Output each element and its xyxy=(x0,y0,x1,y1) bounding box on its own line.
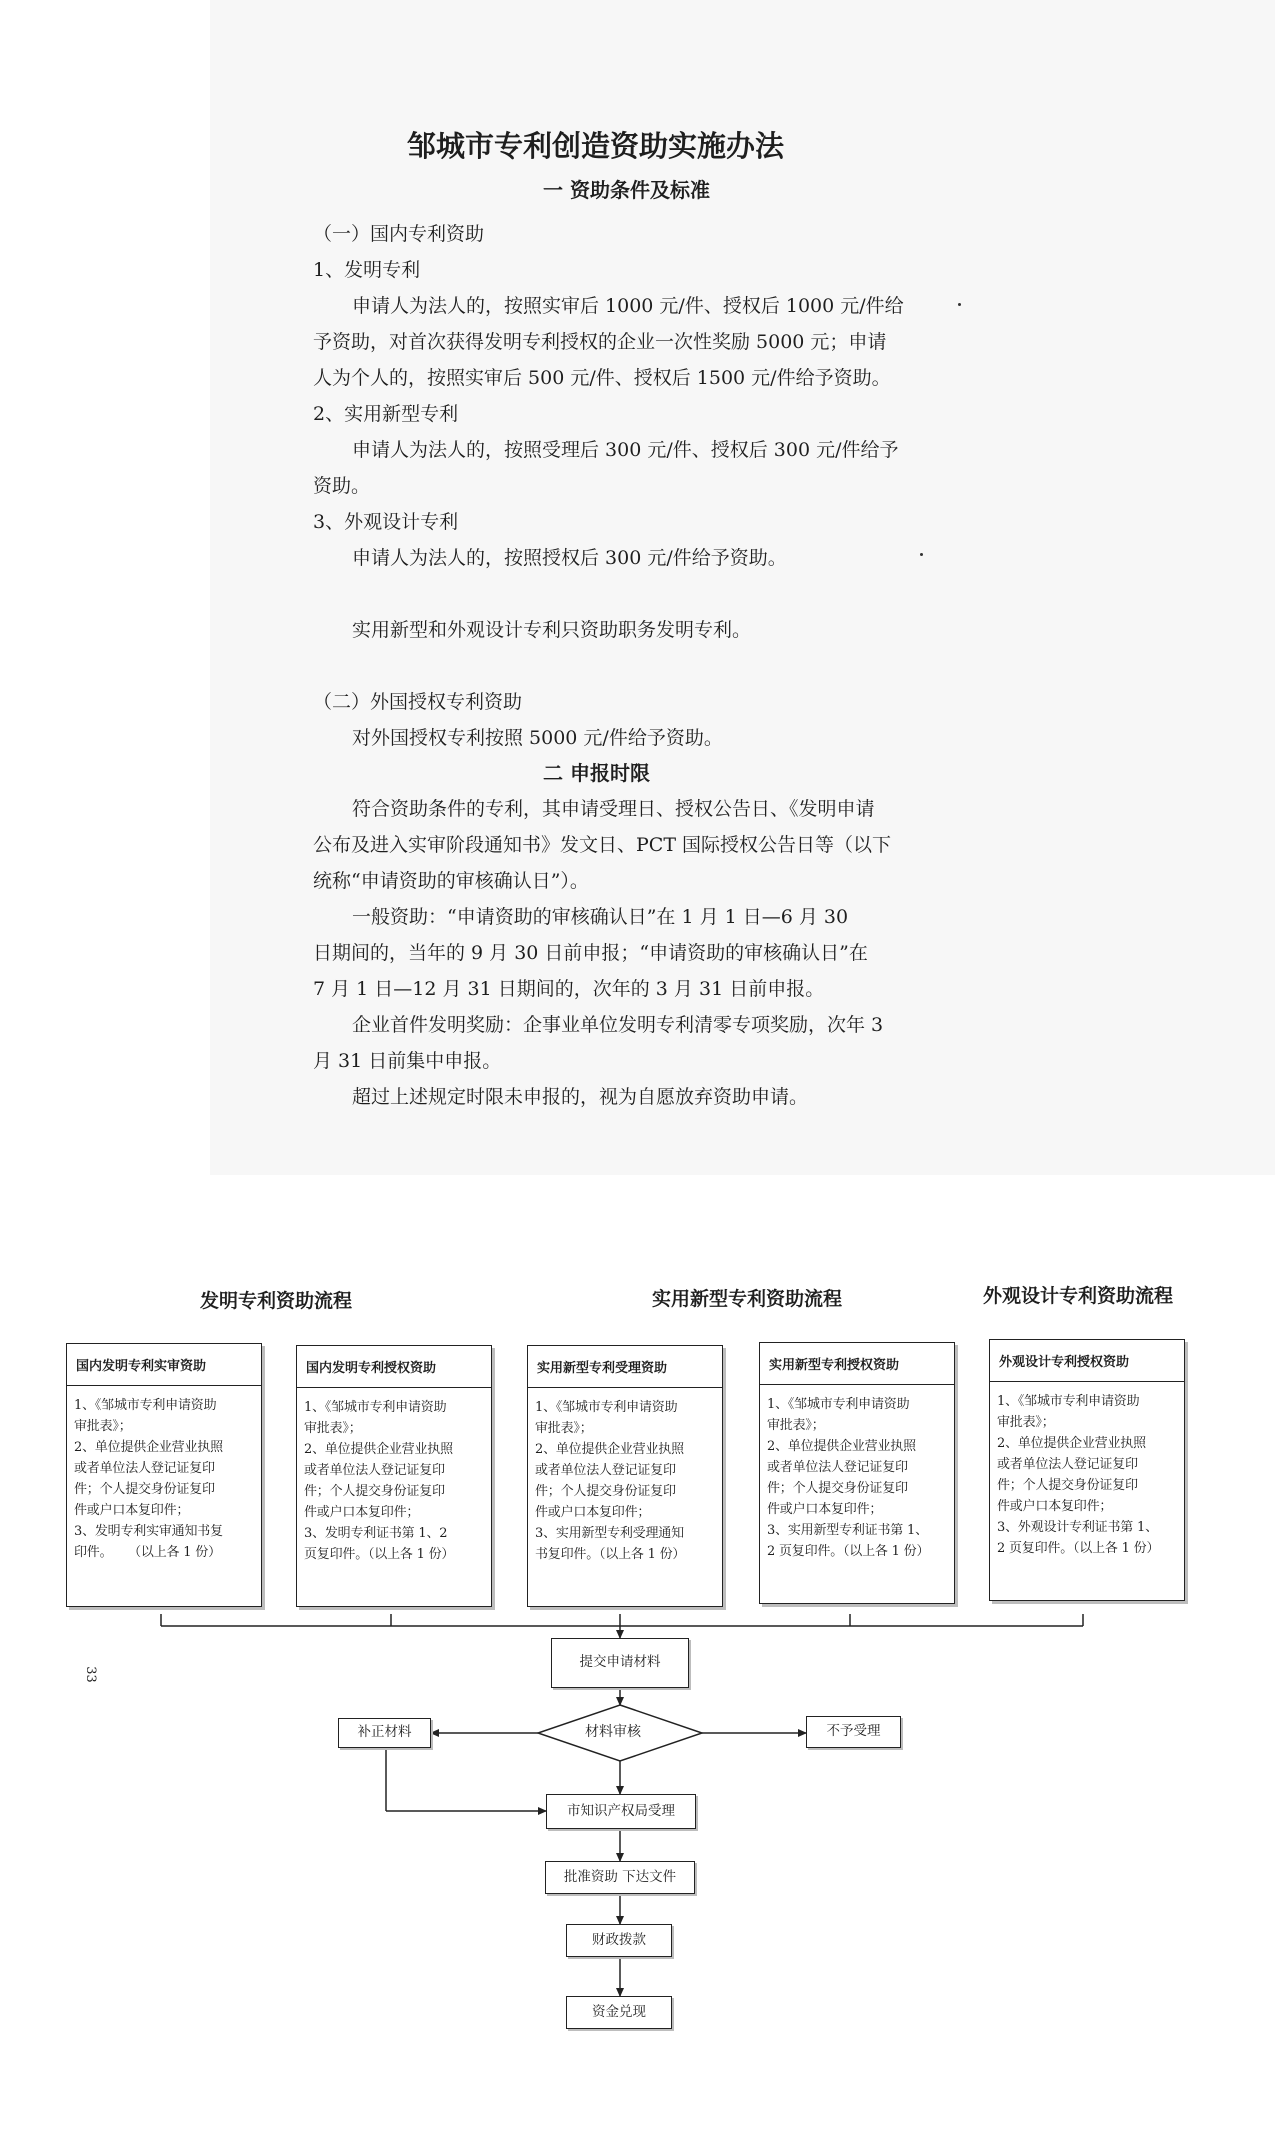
finance-allocation-box: 财政拨款 xyxy=(566,1924,672,1957)
column-title: 外观设计专利授权资助 xyxy=(990,1340,1184,1382)
paragraph-2-line: 一般资助：“申请资助的审核确认日”在 1 月 1 日—6 月 30 xyxy=(352,906,849,928)
column-body: 1、《邹城市专利申请资助 审批表》； 2、单位提供企业营业执照 或者单位法人登记证复印 件；个人提交身份证复印 件或户口本复印件； 3、实用新型专利证书第 1、 2 页复印件。（以上各 1 份） xyxy=(767,1397,930,1559)
column-title: 实用新型专利授权资助 xyxy=(760,1343,954,1385)
submit-materials-box: 提交申请材料 xyxy=(551,1638,689,1688)
subsection-1-heading: （一）国内专利资助 xyxy=(313,223,485,245)
paragraph-1-line: 统称“申请资助的审核确认日”）。 xyxy=(313,870,589,892)
item-3-heading: 3、外观设计专利 xyxy=(313,511,459,533)
paragraph-2-line: 日期间的，当年的 9 月 30 日前申报；“申请资助的审核确认日”在 xyxy=(313,942,868,964)
paragraph-1-line: 公布及进入实审阶段通知书》发文日、PCT 国际授权公告日等（以下 xyxy=(313,834,892,856)
funds-cashout-box: 资金兑现 xyxy=(566,1996,672,2029)
subsection-2-heading: （二）外国授权专利资助 xyxy=(313,691,523,713)
section-1-heading: 一 资助条件及标准 xyxy=(543,178,710,202)
note-line: 实用新型和外观设计专利只资助职务发明专利。 xyxy=(352,619,752,641)
item-1-line: 予资助，对首次获得发明专利授权的企业一次性奖励 5000 元；申请 xyxy=(313,331,887,353)
column-title: 国内发明专利实审资助 xyxy=(67,1344,261,1386)
column-body: 1、《邹城市专利申请资助 审批表》； 2、单位提供企业营业执照 或者单位法人登记证复印 件；个人提交身份证复印 件或户口本复印件； 3、发明专利实审通知书复 印件。 （以上各 1 份） xyxy=(74,1398,223,1560)
paragraph-3-line: 月 31 日前集中申报。 xyxy=(313,1050,502,1072)
requirement-column xyxy=(989,1339,1185,1601)
design-flow-heading: 外观设计专利资助流程 xyxy=(983,1285,1174,1307)
column-body: 1、《邹城市专利申请资助 审批表》； 2、单位提供企业营业执照 或者单位法人登记证复印 件；个人提交身份证复印 件或户口本复印件； 3、发明专利证书第 1、2 页复印件。（以上各 1 份） xyxy=(304,1400,455,1562)
paragraph-4-line: 超过上述规定时限未申报的，视为自愿放弃资助申请。 xyxy=(352,1086,809,1108)
section-2-heading: 二 申报时限 xyxy=(543,761,650,785)
document-title: 邹城市专利创造资助实施办法 xyxy=(407,129,785,163)
item-2-line: 申请人为法人的，按照受理后 300 元/件、授权后 300 元/件给予 xyxy=(352,439,899,461)
item-2-heading: 2、实用新型专利 xyxy=(313,403,459,425)
subsection-2-line: 对外国授权专利按照 5000 元/件给予资助。 xyxy=(352,727,723,749)
item-1-heading: 1、发明专利 xyxy=(313,259,421,281)
ip-office-accept-box: 市知识产权局受理 xyxy=(546,1794,696,1829)
requirement-column xyxy=(296,1345,492,1607)
column-title: 国内发明专利授权资助 xyxy=(297,1346,491,1388)
reject-box: 不予受理 xyxy=(806,1716,901,1748)
page-number: 33 xyxy=(82,1666,98,1683)
item-3-line: 申请人为法人的，按照授权后 300 元/件给予资助。 xyxy=(352,547,787,569)
review-label: 材料审核 xyxy=(585,1724,641,1740)
paragraph-3-line: 企业首件发明奖励：企事业单位发明专利清零专项奖励，次年 3 xyxy=(352,1014,884,1036)
approve-funding-box: 批准资助 下达文件 xyxy=(545,1861,695,1894)
requirement-column xyxy=(66,1343,262,1607)
column-body: 1、《邹城市专利申请资助 审批表》； 2、单位提供企业营业执照 或者单位法人登记证复印 件；个人提交身份证复印 件或户口本复印件； 3、实用新型专利受理通知 书复印件。（以上各 1 份） xyxy=(535,1400,686,1562)
column-body: 1、《邹城市专利申请资助 审批表》； 2、单位提供企业营业执照 或者单位法人登记证复印 件；个人提交身份证复印 件或户口本复印件； 3、外观设计专利证书第 1、 2 页复印件。（以上各 1 份） xyxy=(997,1394,1160,1556)
requirement-column xyxy=(527,1345,723,1607)
paragraph-1-line: 符合资助条件的专利，其申请受理日、授权公告日、《发明申请 xyxy=(352,798,875,820)
item-2-line: 资助。 xyxy=(313,475,371,497)
item-1-line: 申请人为法人的，按照实审后 1000 元/件、授权后 1000 元/件给 xyxy=(352,295,904,317)
invention-flow-heading: 发明专利资助流程 xyxy=(200,1290,353,1312)
requirement-column xyxy=(759,1342,955,1604)
supplement-materials-box: 补正材料 xyxy=(338,1718,431,1748)
column-title: 实用新型专利受理资助 xyxy=(528,1346,722,1388)
item-1-line: 人为个人的，按照实审后 500 元/件、授权后 1500 元/件给予资助。 xyxy=(313,367,891,389)
paragraph-2-line: 7 月 1 日—12 月 31 日期间的，次年的 3 月 31 日前申报。 xyxy=(313,978,825,1000)
utility-flow-heading: 实用新型专利资助流程 xyxy=(652,1288,843,1310)
